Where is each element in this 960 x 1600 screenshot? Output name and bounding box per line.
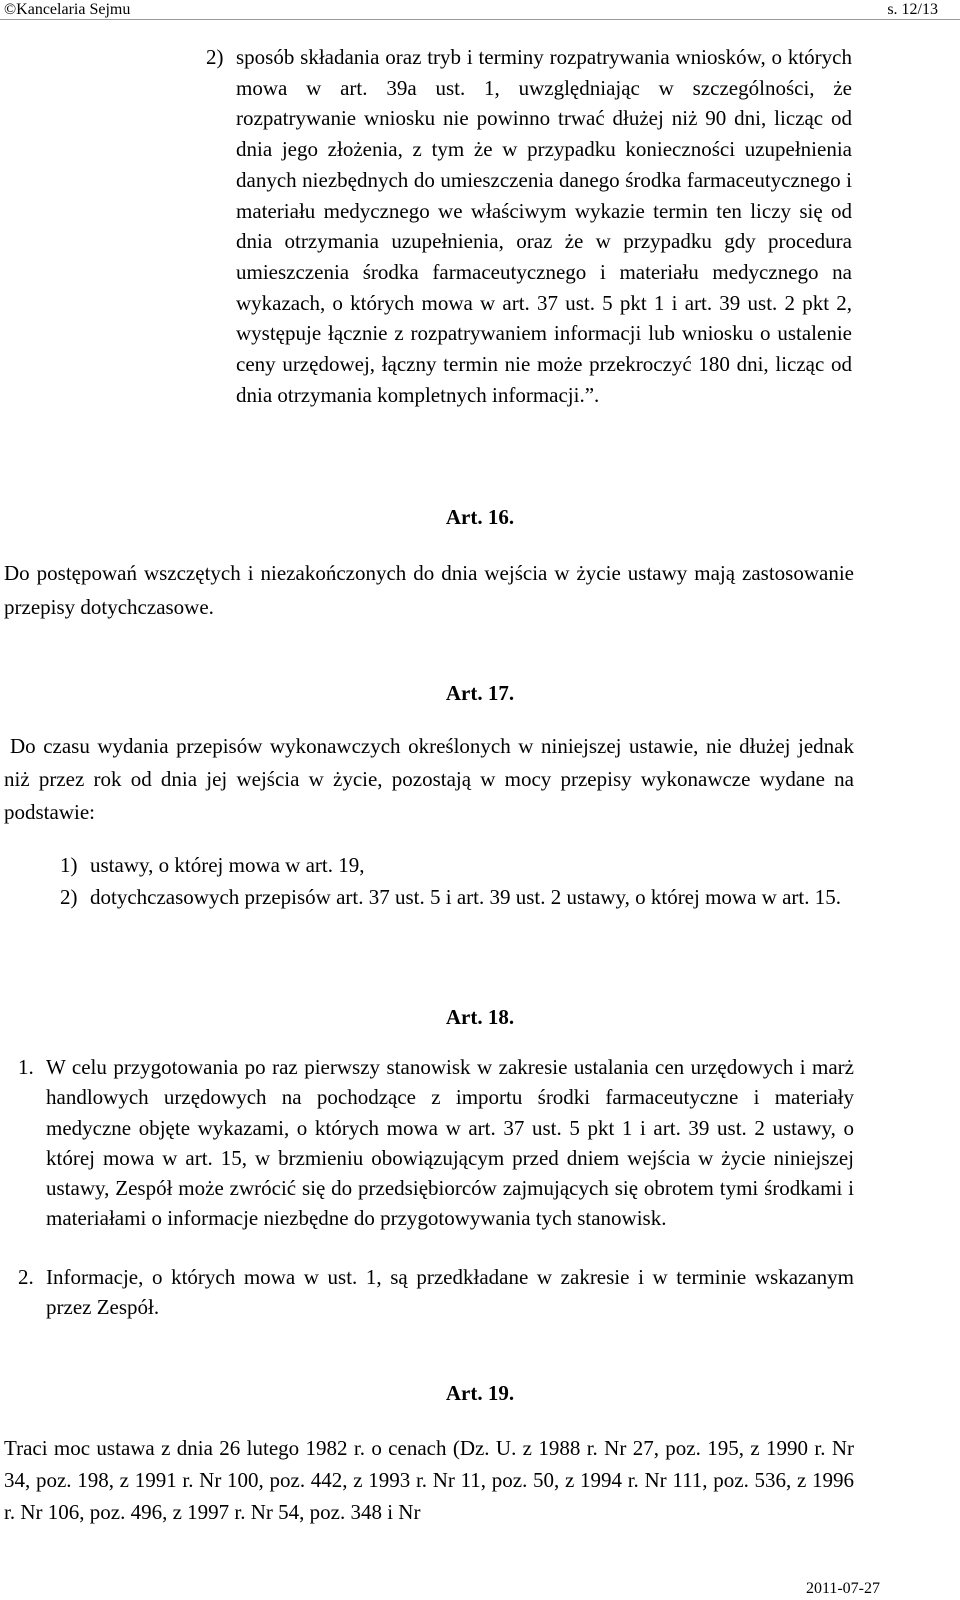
art-18-item-2-number: 2. bbox=[18, 1265, 34, 1289]
art-17-item-2-text: dotychczasowych przepisów art. 37 ust. 5 i art. 39 ust. 2 ustawy, o której mowa w art. 15. bbox=[90, 885, 841, 909]
art-16-heading: Art. 16. bbox=[445, 505, 515, 529]
art-17-item-1-number: 1) bbox=[60, 853, 78, 877]
art-18-heading: Art. 18. bbox=[445, 1005, 515, 1029]
header-divider bbox=[0, 19, 960, 20]
art-16-text: Do postępowań wszczętych i niezakończonych do dnia wejścia w życie ustawy mają zastosowanie przepisy dotychczasowe. bbox=[4, 561, 854, 619]
art-18-item-1-number: 1. bbox=[18, 1055, 34, 1079]
art-17-text: Do czasu wydania przepisów wykonawczych określonych w niniejszej ustawie, nie dłużej jednak niż przez rok od dnia jej wejścia w życie, pozostają w mocy przepisy wykonawcze wydane na podstawie: bbox=[4, 734, 854, 824]
header-source: ©Kancelaria Sejmu bbox=[4, 1, 131, 18]
art-18-item-2-text: Informacje, o których mowa w ust. 1, są przedkładane w zakresie i w terminie wskazanym przez Zespół. bbox=[46, 1265, 854, 1319]
item-2-number: 2) bbox=[206, 45, 224, 69]
page-header bbox=[0, 0, 960, 20]
footer-date: 2011-07-27 bbox=[805, 1580, 880, 1597]
art-17-heading: Art. 17. bbox=[445, 681, 515, 705]
item-2-text: sposób składania oraz tryb i terminy rozpatrywania wniosków, o których mowa w art. 39a ust. 1, uwzględniając w szczególności, że rozpatrywanie wniosku nie powinno trwać dłużej niż 90 dni, licząc od dnia jego złożenia, z tym że w przypadku konieczności uzupełnienia danych niezbędnych do umieszczenia danego środka farmaceutycznego i materiału medycznego we właściwym wykazie termin ten liczy się od dnia otrzymania uzupełnienia, oraz że w przypadku gdy procedura umieszczenia środka farmaceutycznego i materiału medycznego na wykazach, o których mowa w art. 37 ust. 5 pkt 1 i art. 39 ust. 2 pkt 2, występuje łącznie z rozpatrywaniem informacji lub wniosku o ustalenie ceny urzędowej, łączny termin nie może przekroczyć 180 dni, licząc od dnia otrzymania kompletnych informacji.”. bbox=[236, 45, 852, 407]
art-19-text: Traci moc ustawa z dnia 26 lutego 1982 r. o cenach (Dz. U. z 1988 r. Nr 27, poz. 195, z 1990 r. Nr 34, poz. 198, z 1991 r. Nr 100, poz. 442, z 1993 r. Nr 11, poz. 50, z 1994 r. Nr 111, poz. 536, z 1996 r. Nr 106, poz. 496, z 1997 r. Nr 54, poz. 348 i Nr bbox=[4, 1436, 854, 1524]
art-18-item-1-text: W celu przygotowania po raz pierwszy stanowisk w zakresie ustalania cen urzędowych i marż handlowych urzędowych na pochodzące z importu środki farmaceutyczne i materiały medyczne objęte wykazami, o których mowa w art. 37 ust. 5 pkt 1 i art. 39 ust. 2 ustawy, o której mowa w art. 15, w brzmieniu obowiązującym przed dniem wejścia w życie niniejszej ustawy, Zespół może zwrócić się do przedsiębiorców zajmujących się obrotem tymi środkami i materiałami o informacje niezbędne do przygotowywania tych stanowisk. bbox=[46, 1055, 854, 1231]
art-17-item-2-number: 2) bbox=[60, 885, 78, 909]
art-19-heading: Art. 19. bbox=[445, 1381, 515, 1405]
art-17-item-1-text: ustawy, o której mowa w art. 19, bbox=[90, 853, 365, 877]
header-page-number: s. 12/13 bbox=[887, 1, 938, 18]
